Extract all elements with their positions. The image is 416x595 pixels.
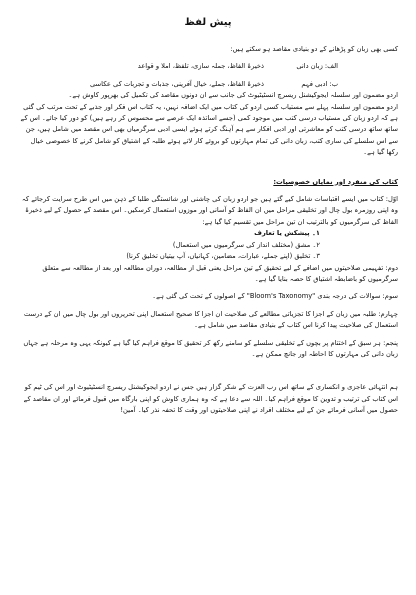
stages-list [18,228,398,262]
stage-item: ۲۔ مشق (مختلف انداز کی سرگرمیوں میں استعمال) [172,240,320,249]
feature-first: اوّل: کتاب میں ایسے اقتباسات شامل کیے گئے ہیں جو اردو زبان کی چاشنی اور شائستگی طلبا کے ذہن میں اس طرح سرایت کرجائے کہ وہ اپنی روزمرہ بول چال اور تخلیقی مراحل میں ان الفاظ کو آسانی اور موزوں استعمال کرسکیں۔ اس مقصد کے حصول کے لیے ذخیرۂ الفاظ کی سرگرمیوں کو بالترتیب ان تین مراحل میں تقسیم کیا گیا ہے: [21,195,398,226]
aim-row-b [18,79,398,90]
page-title: پیش لفظ [184,17,232,28]
paragraph: اردو مضمون اور سلسلہ ایجوکیشنل ریسرچ انسٹیٹیوٹ کی جانب سے ان دونوں مقاصد کی تکمیل کی بھرپور کاوش ہے۔ [68,91,398,100]
intro-line: کسی بھی زبان کو پڑھانے کے دو بنیادی مقاصد ہو سکتے ہیں: [230,45,398,53]
stage-item: ۳۔ تخلیق (اپنے جملے، عبارات، مضامین، کہانیاں، آپ بیتیاں تخلیق کرنا) [126,252,320,261]
features-heading: کتاب کی منفرد اور نمایاں خصوصیات: [273,177,398,186]
aim-row-a [18,61,398,72]
aim-label: ب: ادبی فہم [301,79,338,88]
closing-paragraph: ہم انتہائی عاجزی و انکساری کے ساتھ اس رب العزت کے شکر گزار ہیں جس نے اردو ایجوکیشنل ریسرچ انسٹیٹیوٹ اور اس کی ٹیم کو اس کتاب کی ترتیب و تدوین کا موقع فراہم کیا۔ اللہ سے دعا ہے کہ وہ ہماری کاوش کو اپنی بارگاہ میں قبول فرمائے اور ان مقاصد کے حصول میں آسانی فرمائے جن کے لیے مختلف افراد نے اپنی صلاحیتوں اور وقت کا تحفہ نذر کیا۔ آمین! [23,383,398,415]
paragraph: اردو مضمون اور سلسلہ پہلے سے مستیاب کسی اردو کی کتاب میں ایک اضافہ نہیں، یہ کتاب اس فکر اور جذبے کے تحت مرتب کی گئی ہے کہ اردو زبان کی مستیاب درسی کتب میں موجود کمی (جسے اساتذہ ایک عرصے سے محسوس کر رہے ہیں) کو دور کیا جائے۔ اس کے ساتھ ساتھ درسی کتب کو معاشرتی اور ادبی افکار سے ہم آہنگ کرتے ہوئے ایسی ادبی سرگرمیاں بھی اس مقصد میں شامل ہیں، جن سے اس سلسلے کی ساری کتب، زبان دانی کی تمام مہارتوں کو بروئے کار لاتے ہوئے طلبہ کے اشتیاق کو شامل کرنے کا خصوصی خیال رکھا گیا ہے۔ [20,102,398,157]
feature-fifth: پنجم: ہر سبق کے اختتام پر بچوں کے تخلیقی سلسلے کو سامنے رکھ کر تحقیق کا موقع فراہم کیا گیا ہے کیونکہ یہی وہ مرحلہ ہے جہاں زبان دانی کی مہارتوں کا احاطہ اور جانچ ممکن ہے۔ [23,338,398,358]
feature-second: دوم: تفہیمی صلاحیتوں میں اضافے کے لیے تحقیق کے تین مراحل یعنی قبل از مطالعہ، دوران مطالعہ اور بعد از مطالعہ سے متعلق سرگرمیوں کو باضابطہ اشتیاق کا حصہ بنایا گیا ہے۔ [42,263,398,283]
stage-item: ۱۔ پیشکش یا تعارف [254,229,320,238]
aim-label: الف: زبان دانی [296,62,338,71]
aim-text: ذخیرۂ الفاظ، جملہ سازی، تلفظ، املا و قواعد [137,62,264,71]
aim-text: ذخیرۂ الفاظ، جملے، خیال آفرینی، جذبات و تجربات کی عکاسی [89,79,264,88]
feature-fourth: چہارم: طلبہ میں زبان کے اجزا کا تجزیاتی مطالعے کی صلاحیت ان اجزا کا صحیح استعمال اپنی تحریروں اور بول چال میں ان کے درست استعمال کی صلاحیت پیدا کرنا اس کتاب کے بنیادی مقاصد میں شامل ہے۔ [23,309,398,330]
feature-third: سوم: سوالات کی درجہ بندی "Bloom's Taxonomy" کے اصولوں کے تحت کی گئی ہے۔ [152,292,398,301]
